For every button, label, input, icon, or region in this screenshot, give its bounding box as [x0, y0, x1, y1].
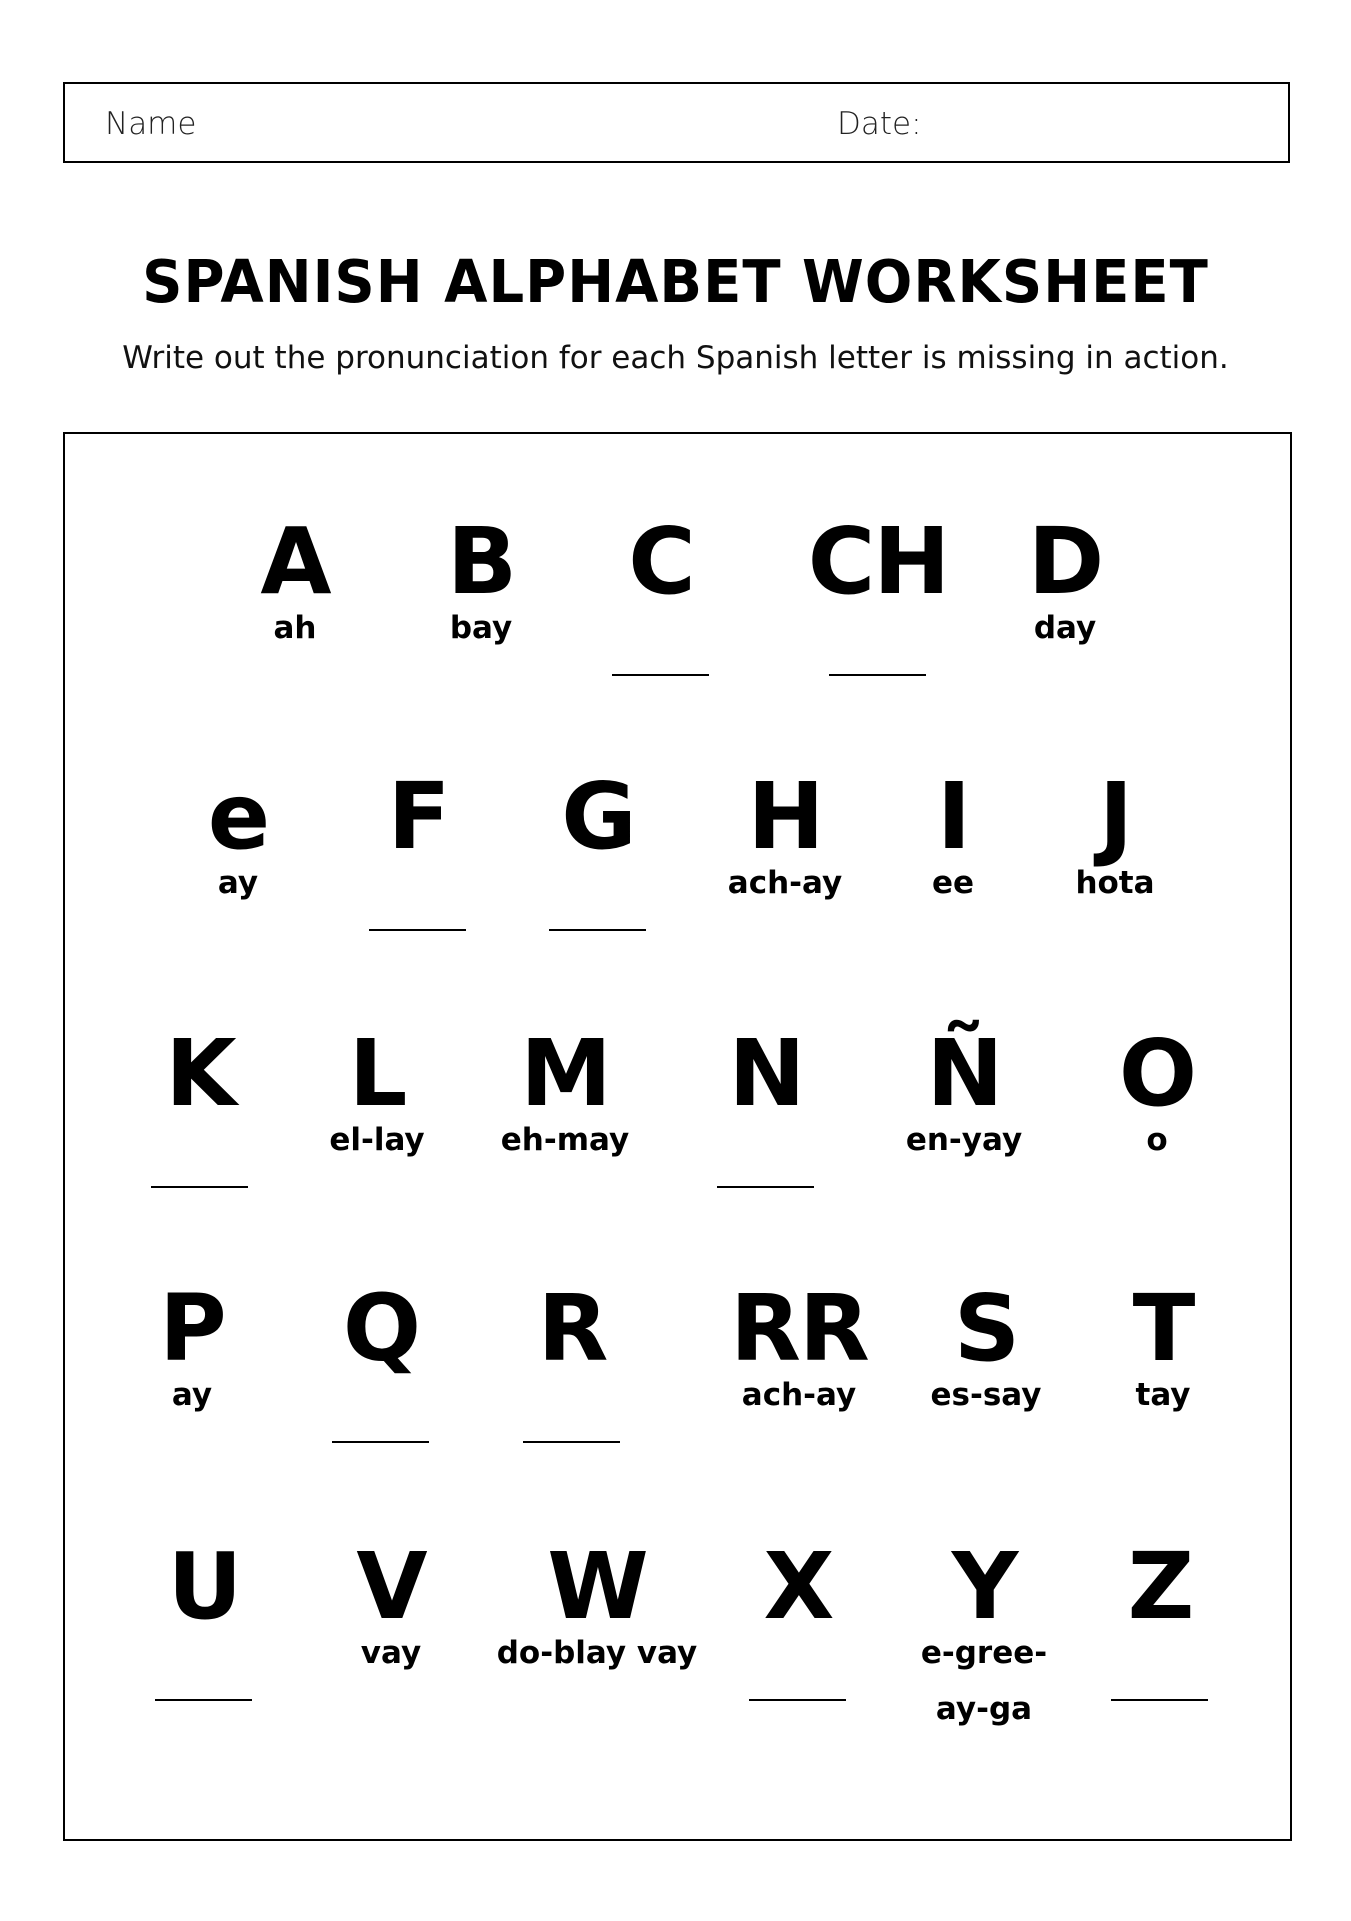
name-label: Name [105, 106, 197, 142]
letter: W [547, 1533, 647, 1640]
letter: Ñ [926, 1020, 1002, 1127]
pronunciation: day [1033, 610, 1097, 646]
letter: F [387, 763, 449, 870]
pronunciation: e-gree- ay-ga [920, 1635, 1048, 1727]
letter: Q [342, 1275, 420, 1382]
letter: Y [951, 1533, 1017, 1640]
pronunciation: tay [1135, 1377, 1191, 1413]
pronunciation: es-say [930, 1377, 1042, 1413]
answer-blank-line[interactable] [829, 674, 926, 676]
letter: P [159, 1275, 225, 1382]
letter: Z [1127, 1533, 1193, 1640]
pronunciation: ee [931, 865, 975, 901]
answer-blank-line[interactable] [369, 929, 466, 931]
date-label: Date: [837, 106, 922, 142]
answer-blank-line[interactable] [155, 1699, 252, 1701]
letter: V [356, 1533, 426, 1640]
letter: CH [807, 508, 949, 615]
pronunciation: o [1146, 1122, 1168, 1158]
pronunciation: eh-may [500, 1122, 630, 1158]
pronunciation: do-blay vay [496, 1635, 698, 1671]
letter: C [628, 508, 694, 615]
pronunciation: ach-ay [727, 865, 843, 901]
answer-blank-line[interactable] [1111, 1699, 1208, 1701]
pronunciation: ach-ay [741, 1377, 857, 1413]
letter: U [167, 1533, 241, 1640]
pronunciation: bay [449, 610, 513, 646]
answer-blank-line[interactable] [151, 1186, 248, 1188]
letter: A [260, 508, 330, 615]
answer-blank-line[interactable] [523, 1441, 620, 1443]
letter: O [1118, 1020, 1196, 1127]
page-title: SPANISH ALPHABET WORKSHEET [142, 248, 1209, 317]
letter: e [207, 763, 269, 870]
answer-blank-line[interactable] [549, 929, 646, 931]
pronunciation: ay [217, 865, 259, 901]
pronunciation: en-yay [905, 1122, 1023, 1158]
answer-blank-line[interactable] [612, 674, 709, 676]
letter: M [520, 1020, 610, 1127]
instructions: Write out the pronunciation for each Spanish letter is missing in action. [122, 340, 1229, 376]
letter: D [1027, 508, 1103, 615]
pronunciation: ay [171, 1377, 213, 1413]
answer-blank-line[interactable] [717, 1186, 814, 1188]
letter: G [561, 763, 635, 870]
answer-blank-line[interactable] [749, 1699, 846, 1701]
answer-blank-line[interactable] [332, 1441, 429, 1443]
letter: R [537, 1275, 607, 1382]
pronunciation: vay [360, 1635, 422, 1671]
letter: H [747, 763, 823, 870]
letter: B [446, 508, 516, 615]
letter: L [348, 1020, 406, 1127]
letter: S [953, 1275, 1019, 1382]
letter: J [1098, 763, 1132, 870]
letter: N [728, 1020, 804, 1127]
letter: K [165, 1020, 235, 1127]
letter: I [936, 763, 970, 870]
pronunciation: ah [273, 610, 317, 646]
letter: RR [730, 1275, 868, 1382]
letter: X [763, 1533, 833, 1640]
letter: T [1132, 1275, 1194, 1382]
pronunciation: el-lay [329, 1122, 425, 1158]
pronunciation: hota [1075, 865, 1155, 901]
name-date-box [63, 82, 1290, 163]
